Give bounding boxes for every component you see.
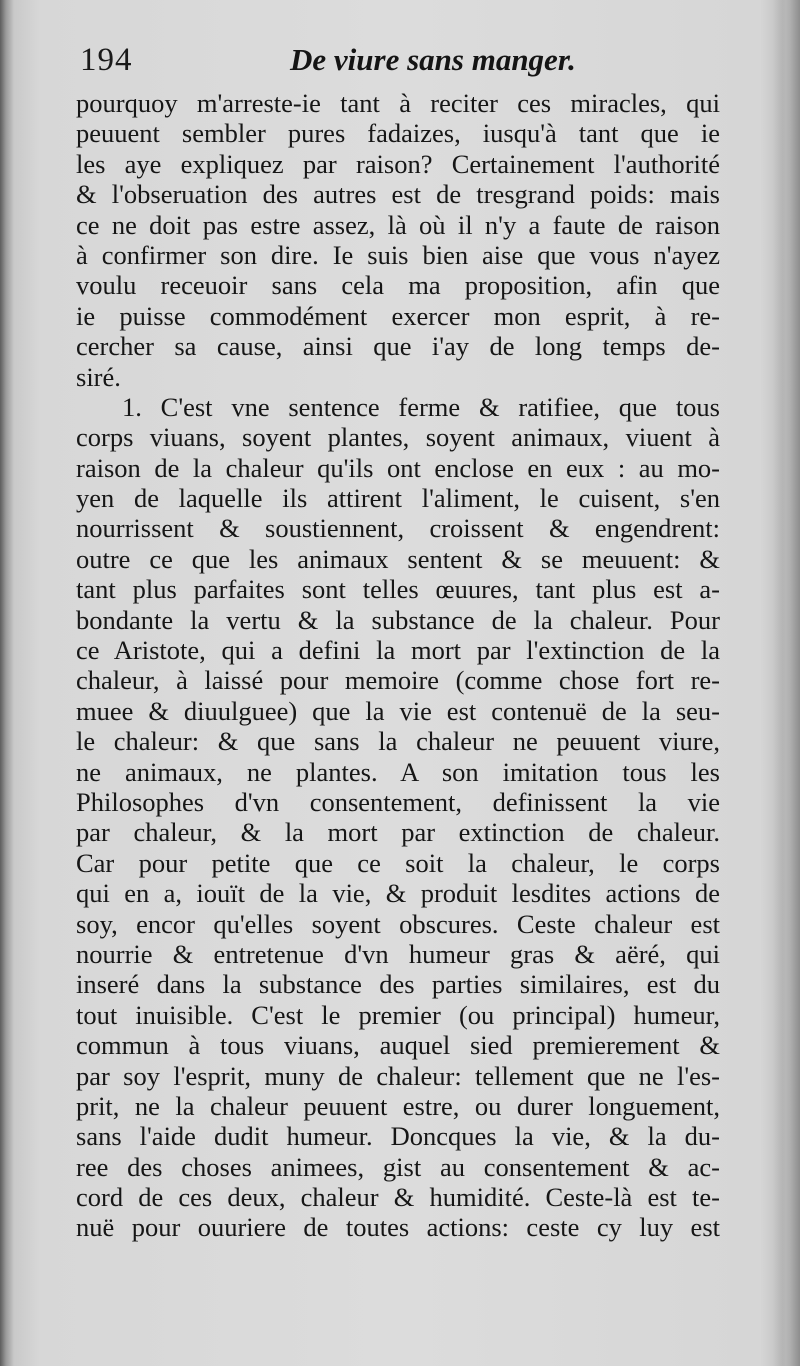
text-line: muee & diuulguee) que la vie est contenuë de la seu- xyxy=(76,695,720,726)
text-line: qui en a, iouït de la vie, & produit lesdites actions de xyxy=(76,878,720,909)
text-line: ce Aristote, qui a defini la mort par l'extinction de la xyxy=(76,635,720,666)
text-line: voulu receuoir sans cela ma proposition, afin que xyxy=(76,270,720,301)
text-line: cercher sa cause, ainsi que i'ay de long temps de- xyxy=(76,331,720,362)
text-line: commun à tous viuans, auquel sied premierement & xyxy=(76,1030,720,1061)
text-line: siré. xyxy=(76,361,121,392)
text-line: pourquoy m'arreste-ie tant à reciter ces miracles, qui xyxy=(76,88,720,118)
text-line: raison de la chaleur qu'ils ont enclose en eux : au mo- xyxy=(76,452,720,483)
text-line: tout inuisible. C'est le premier (ou principal) humeur, xyxy=(76,999,720,1030)
page-number: 194 xyxy=(80,42,133,78)
text-line: à confirmer son dire. Ie suis bien aise que vous n'ayez xyxy=(76,239,720,270)
text-line: ie puisse commodément exercer mon esprit, à re- xyxy=(76,300,720,331)
text-line: le chaleur: & que sans la chaleur ne peuuent viure, xyxy=(76,726,720,757)
paragraph-start-line: 1. C'est vne sentence ferme & ratifiee, que tous xyxy=(122,391,720,422)
text-line: soy, encor qu'elles soyent obscures. Ceste chaleur est xyxy=(76,908,720,939)
running-head: De viure sans manger. xyxy=(290,42,576,77)
text-line: peuuent sembler pures fadaizes, iusqu'à tant que ie xyxy=(76,118,720,149)
text-line: par chaleur, & la mort par extinction de chaleur. xyxy=(76,817,720,848)
text-line: yen de laquelle ils attirent l'aliment, le cuisent, s'en xyxy=(76,483,720,514)
text-line: tant plus parfaites sont telles œuures, tant plus est a- xyxy=(76,574,720,605)
text-line: ree des choses animees, gist au consentement & ac- xyxy=(76,1151,720,1182)
text-line: ce ne doit pas estre assez, là où il n'y a faute de raison xyxy=(76,209,720,240)
text-line: inseré dans la substance des parties similaires, est du xyxy=(76,969,720,1000)
text-line: corps viuans, soyent plantes, soyent animaux, viuent à xyxy=(76,422,720,453)
text-line: ne animaux, ne plantes. A son imitation tous les xyxy=(76,756,720,787)
text-line: nourrie & entretenue d'vn humeur gras & aëré, qui xyxy=(76,938,720,969)
page-header xyxy=(80,34,760,94)
text-line: nuë pour ouuriere de toutes actions: ceste cy luy est xyxy=(76,1212,720,1243)
text-line: cord de ces deux, chaleur & humidité. Ceste-là est te- xyxy=(76,1182,720,1213)
body-text xyxy=(76,88,720,1243)
text-line: nourrissent & soustiennent, croissent & engendrent: xyxy=(76,513,720,544)
text-line: outre ce que les animaux sentent & se meuuent: & xyxy=(76,543,720,574)
text-line: & l'obseruation des autres est de tresgrand poids: mais xyxy=(76,179,720,210)
text-line: sans l'aide dudit humeur. Doncques la vie, & la du- xyxy=(76,1121,720,1152)
text-line: bondante la vertu & la substance de la chaleur. Pour xyxy=(76,604,720,635)
text-line: chaleur, à laissé pour memoire (comme chose fort re- xyxy=(76,665,720,696)
text-line: Car pour petite que ce soit la chaleur, le corps xyxy=(76,847,720,878)
text-line: prit, ne la chaleur peuuent estre, ou durer longuement, xyxy=(76,1090,720,1121)
text-line: les aye expliquez par raison? Certainement l'authorité xyxy=(76,148,720,179)
text-line: Philosophes d'vn consentement, definissent la vie xyxy=(76,786,720,817)
text-line: par soy l'esprit, muny de chaleur: tellement que ne l'es- xyxy=(76,1060,720,1091)
